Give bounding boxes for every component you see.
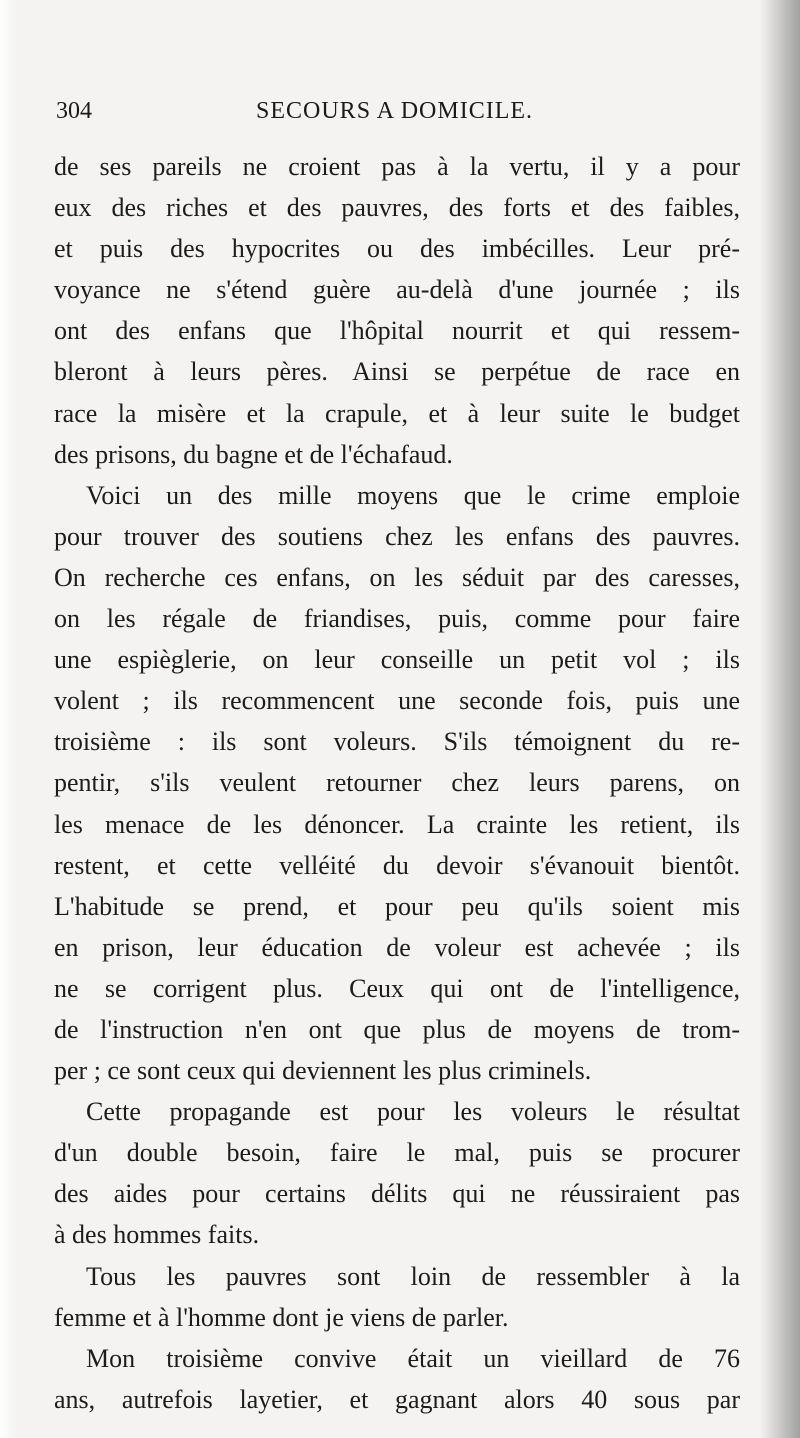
text-line: pentir, s'ils veulent retourner chez leurs parens, on xyxy=(54,768,740,798)
text-line: ne se corrigent plus. Ceux qui ont de l'intelligence, xyxy=(54,973,740,1003)
text-line: On recherche ces enfans, on les séduit par des caresses, xyxy=(54,562,740,592)
text-line: une espièglerie, on leur conseille un petit vol ; ils xyxy=(54,645,740,675)
text-line: Mon troisième convive était un vieillard de 76 xyxy=(86,1343,740,1373)
text-line: bleront à leurs pères. Ainsi se perpétue de race en xyxy=(54,357,740,387)
text-line: voyance ne s'étend guère au-delà d'une journée ; ils xyxy=(54,275,740,305)
text-line: et puis des hypocrites ou des imbécilles. Leur pré- xyxy=(54,234,740,264)
page-number: 304 xyxy=(56,98,92,124)
running-head: SECOURS A DOMICILE. xyxy=(256,98,534,124)
text-line: volent ; ils recommencent une seconde fois, puis une xyxy=(54,686,740,716)
text-line: à des hommes faits. xyxy=(54,1220,260,1250)
text-line: d'un double besoin, faire le mal, puis se procurer xyxy=(54,1138,740,1168)
text-line: Cette propagande est pour les voleurs le résultat xyxy=(86,1097,740,1127)
text-line: race la misère et la crapule, et à leur suite le budget xyxy=(54,398,740,428)
text-line: en prison, leur éducation de voleur est achevée ; ils xyxy=(54,932,740,962)
text-line: on les régale de friandises, puis, comme pour faire xyxy=(54,604,740,634)
text-line: L'habitude se prend, et pour peu qu'ils soient mis xyxy=(54,891,740,921)
body-text xyxy=(54,146,740,1420)
text-line: ans, autrefois layetier, et gagnant alors 40 sous par xyxy=(54,1384,740,1414)
text-line: pour trouver des soutiens chez les enfans des pauvres. xyxy=(54,521,740,551)
text-line: Tous les pauvres sont loin de ressembler à la xyxy=(86,1261,740,1291)
text-line: des prisons, du bagne et de l'échafaud. xyxy=(54,439,453,469)
text-line: des aides pour certains délits qui ne réussiraient pas xyxy=(54,1179,740,1209)
text-line: ont des enfans que l'hôpital nourrit et qui ressem- xyxy=(54,316,740,346)
text-line: eux des riches et des pauvres, des forts et des faibles, xyxy=(54,193,740,223)
text-line: Voici un des mille moyens que le crime emploie xyxy=(86,480,740,510)
text-line: per ; ce sont ceux qui deviennent les plus criminels. xyxy=(54,1056,592,1086)
text-line: de ses pareils ne croient pas à la vertu, il y a pour xyxy=(54,152,740,181)
text-line: de l'instruction n'en ont que plus de moyens de trom- xyxy=(54,1014,740,1044)
text-line: troisième : ils sont voleurs. S'ils témoignent du re- xyxy=(54,727,740,757)
page-header xyxy=(56,98,740,138)
text-line: les menace de les dénoncer. La crainte les retient, ils xyxy=(54,809,740,839)
text-line: restent, et cette velléité du devoir s'évanouit bientôt. xyxy=(54,850,740,880)
text-line: femme et à l'homme dont je viens de parler. xyxy=(54,1302,509,1332)
